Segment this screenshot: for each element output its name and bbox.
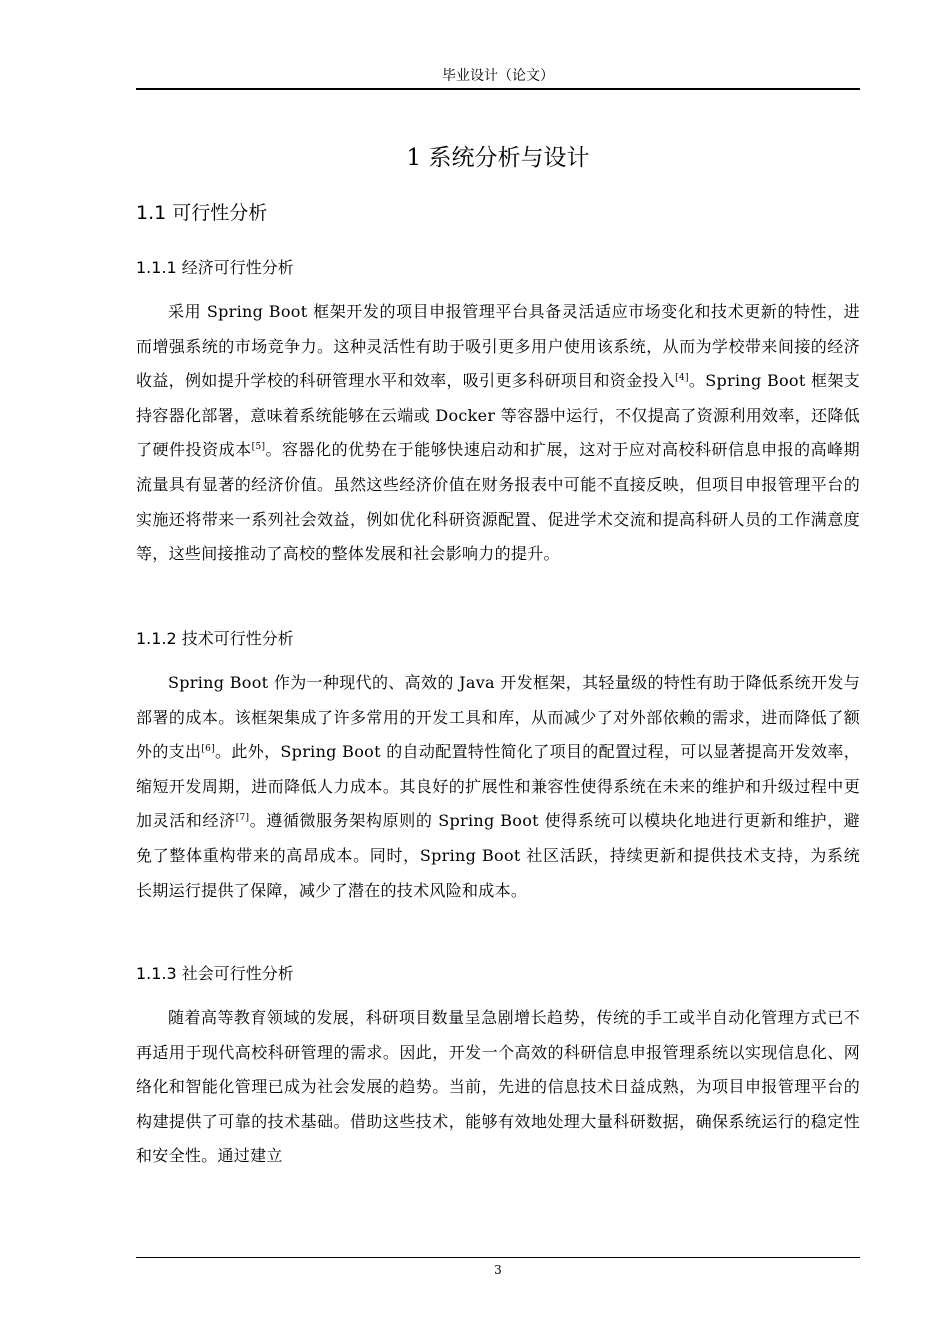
citation: [5]	[251, 442, 266, 453]
running-header: 毕业设计（论文）	[442, 68, 554, 84]
citation: [6]	[201, 744, 216, 755]
paragraph-text: 随着高等教育领域的发展，科研项目数量呈急剧增长趋势，传统的手工或半自动化管理方式已不再适用于现代高校科研管理的需求。因此，开发一个高效的科研信息申报管理系统以实现信息化、网络化和智能化管理已成为社会发展的趋势。当前，先进的信息技术日益成熟，为项目申报管理平台的构建提供了可靠的技术基础。借助这些技术，能够有效地处理大量科研数据，确保系统运行的稳定性和安全性。通过建立	[136, 1008, 860, 1166]
paragraph-text: 。此外，Spring Boot 的自动配置特性简化了项目的配置过程，可以显著提高开发效率，缩短开发周期，进而降低人力成本。其良好的扩展性和兼容性使得系统在未来的维护和升级过程中更加灵活和经济	[136, 742, 860, 831]
paragraph-economic	[136, 295, 860, 572]
page-number: 3	[494, 1263, 502, 1277]
paragraph-social	[136, 1001, 860, 1174]
subsection-title-social: 1.1.3 社会可行性分析	[136, 964, 294, 983]
subsection-title-economic: 1.1.1 经济可行性分析	[136, 258, 294, 277]
paragraph-text: 采用 Spring Boot 框架开发的项目申报管理平台具备灵活适应市场变化和技术更新的特性，进而增强系统的市场竞争力。这种灵活性有助于吸引更多用户使用该系统，从而为学校带来间接的经济收益，例如提升学校的科研管理水平和效率，吸引更多科研项目和资金投入	[136, 302, 860, 391]
paragraph-text: 。遵循微服务架构原则的 Spring Boot 使得系统可以模块化地进行更新和维护，避免了整体重构带来的高昂成本。同时，Spring Boot 社区活跃，持续更新和提供技术支持，为系统长期运行提供了保障，减少了潜在的技术风险和成本。	[136, 811, 860, 900]
paragraph-technical	[136, 666, 860, 908]
header-divider	[136, 88, 860, 90]
footer-divider	[136, 1257, 860, 1258]
citation: [7]	[235, 813, 250, 824]
citation: [4]	[675, 373, 689, 384]
section-title: 1.1 可行性分析	[136, 202, 268, 224]
paragraph-text: 。容器化的优势在于能够快速启动和扩展，这对于应对高校科研信息申报的高峰期流量具有显著的经济价值。虽然这些经济价值在财务报表中可能不直接反映，但项目申报管理平台的实施还将带来一系列社会效益，例如优化科研资源配置、促进学术交流和提高科研人员的工作满意度等，这些间接推动了高校的整体发展和社会影响力的提升。	[136, 440, 860, 564]
subsection-title-technical: 1.1.2 技术可行性分析	[136, 629, 294, 648]
paragraph-text: Spring Boot 作为一种现代的、高效的 Java 开发框架，其轻量级的特性有助于降低系统开发与部署的成本。该框架集成了许多常用的开发工具和库，从而减少了对外部依赖的需求，进而降低了额外的支出	[136, 673, 860, 762]
paragraph-text: 。Spring Boot 框架支持容器化部署，意味着系统能够在云端或 Docker 等容器中运行，不仅提高了资源利用效率，还降低了硬件投资成本	[136, 371, 860, 460]
chapter-title: 1 系统分析与设计	[406, 145, 590, 171]
